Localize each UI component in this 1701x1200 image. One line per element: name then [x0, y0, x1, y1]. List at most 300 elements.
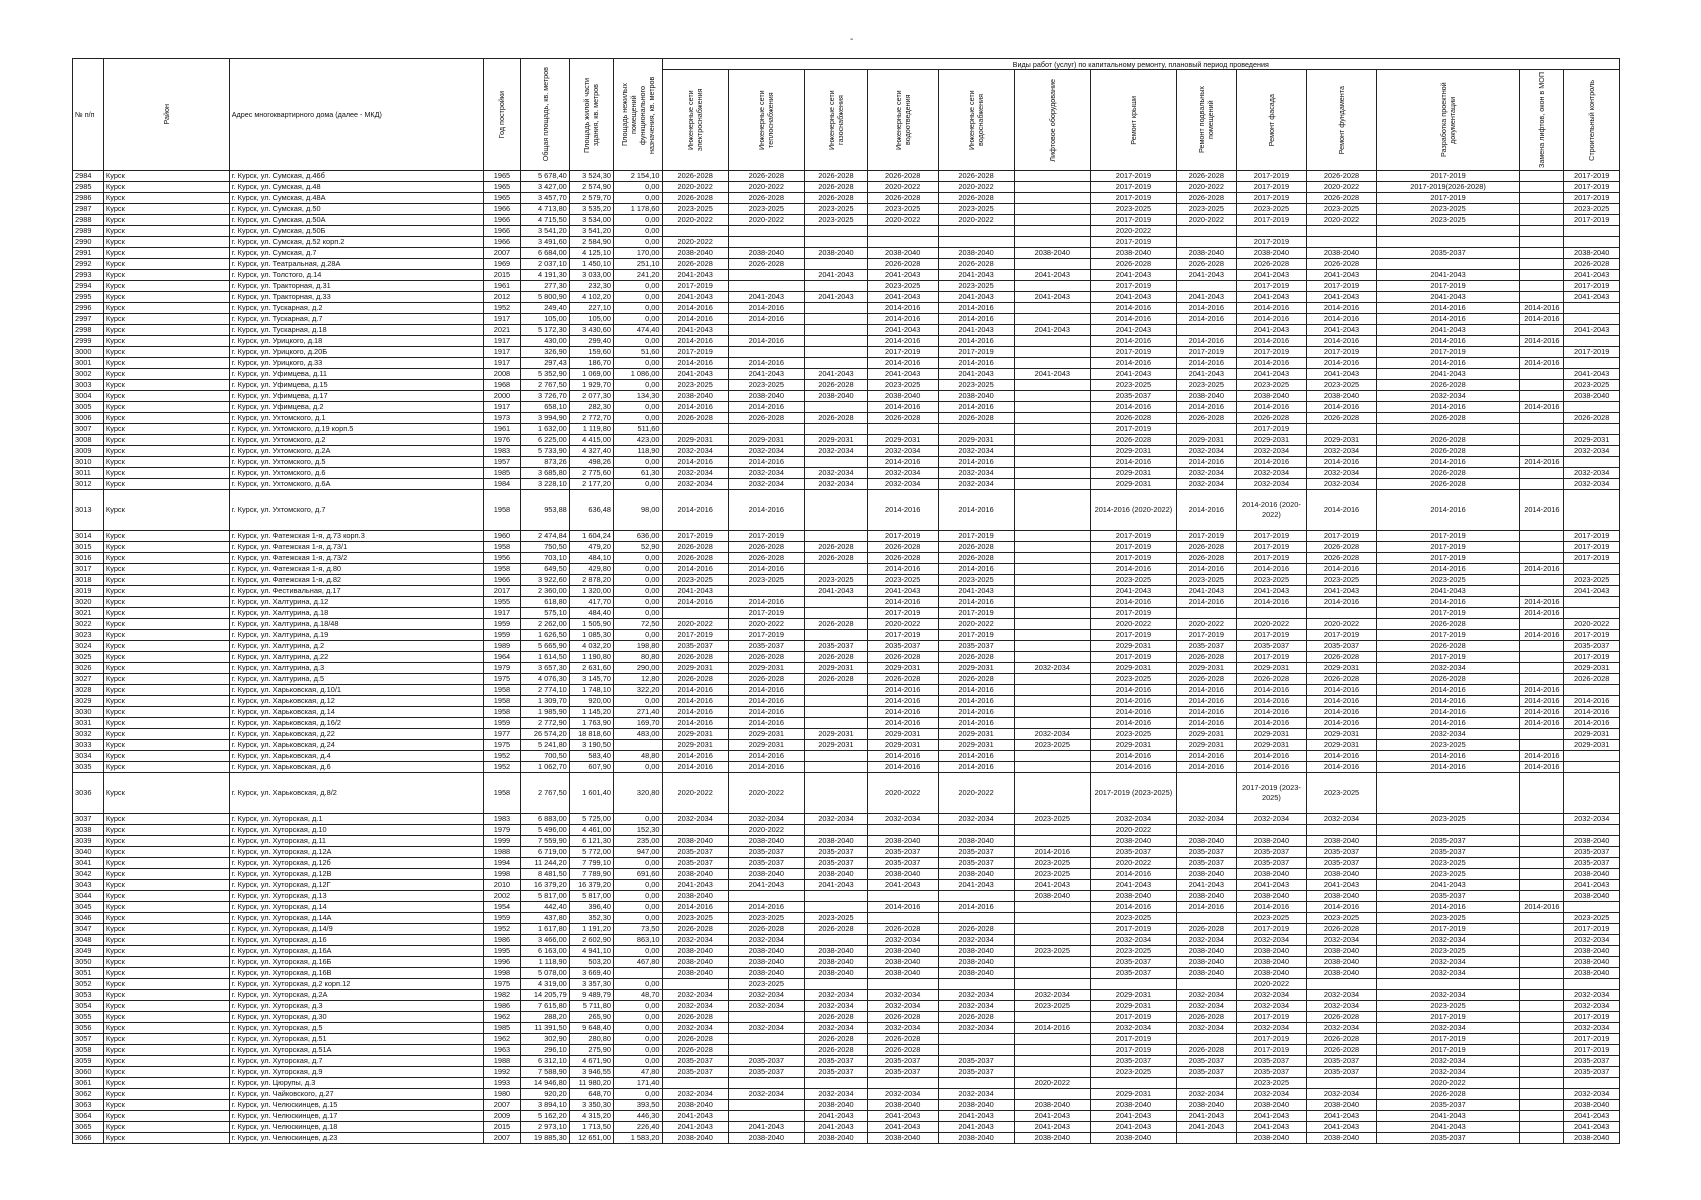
- cell-work-period: 2014-2016: [1564, 707, 1620, 718]
- table-row: [73, 1078, 1620, 1089]
- cell-work-period: 2020-2022: [662, 215, 728, 226]
- cell-area: 105,00: [569, 314, 613, 325]
- cell-work-period: [1376, 226, 1520, 237]
- table-row: [73, 740, 1620, 751]
- cell-work-period: 2026-2028: [938, 652, 1014, 663]
- cell-work-period: 2014-2016: [1236, 314, 1307, 325]
- cell-area: 3 145,70: [569, 674, 613, 685]
- cell-work-period: 2020-2022: [728, 773, 804, 814]
- cell-year: 1959: [483, 630, 521, 641]
- cell-year: 1985: [483, 468, 521, 479]
- cell-year: 1975: [483, 740, 521, 751]
- cell-work-period: [867, 1078, 938, 1089]
- cell-work-period: [1014, 542, 1090, 553]
- cell-work-period: 2038-2040: [662, 957, 728, 968]
- header-work-3: Инженерные сети водоотведения: [867, 70, 938, 171]
- cell-district: Курск: [103, 248, 229, 259]
- cell-work-period: [1520, 270, 1564, 281]
- table-row: [73, 707, 1620, 718]
- cell-area: 14 946,80: [521, 1078, 570, 1089]
- cell-area: 5 772,00: [569, 847, 613, 858]
- cell-work-period: 2038-2040: [662, 869, 728, 880]
- cell-num: 3042: [73, 869, 104, 880]
- cell-work-period: 2017-2019 (2023-2025): [1236, 773, 1307, 814]
- cell-work-period: 2032-2034: [728, 990, 804, 1001]
- cell-address: г. Курск, ул. Сумская, д.52 корп.2: [229, 237, 483, 248]
- cell-work-period: 2032-2034: [938, 446, 1014, 457]
- cell-work-period: 2035-2037: [1307, 641, 1377, 652]
- page-marker: -: [850, 34, 854, 45]
- cell-work-period: [804, 281, 867, 292]
- cell-work-period: 2023-2025: [1564, 380, 1620, 391]
- cell-work-period: [662, 825, 728, 836]
- cell-work-period: 2014-2016: [728, 336, 804, 347]
- cell-work-period: 2038-2040: [1564, 836, 1620, 847]
- cell-area: 4 671,90: [569, 1056, 613, 1067]
- cell-work-period: [1014, 935, 1090, 946]
- cell-num: 3051: [73, 968, 104, 979]
- table-row: [73, 1012, 1620, 1023]
- cell-work-period: 2026-2028: [1176, 652, 1236, 663]
- cell-work-period: [804, 314, 867, 325]
- cell-work-period: 2041-2043: [1376, 1111, 1520, 1122]
- cell-work-period: [804, 325, 867, 336]
- cell-area: 198,80: [613, 641, 662, 652]
- cell-work-period: 2029-2031: [938, 740, 1014, 751]
- cell-address: г. Курск, ул. Харьковская, д.6: [229, 762, 483, 773]
- cell-work-period: 2029-2031: [1176, 729, 1236, 740]
- cell-work-period: 2023-2025: [867, 575, 938, 586]
- cell-address: г. Курск, ул. Хуторская, д.14А: [229, 913, 483, 924]
- cell-address: г. Курск, ул. Халтурина, д.2: [229, 641, 483, 652]
- cell-work-period: [1520, 237, 1564, 248]
- cell-area: 393,50: [613, 1100, 662, 1111]
- cell-work-period: [1520, 773, 1564, 814]
- cell-work-period: 2032-2034: [867, 446, 938, 457]
- cell-work-period: 2014-2016: [1236, 696, 1307, 707]
- cell-area: 0,00: [613, 281, 662, 292]
- cell-year: 1988: [483, 1056, 521, 1067]
- cell-num: 3002: [73, 369, 104, 380]
- cell-work-period: 2035-2037: [804, 641, 867, 652]
- cell-year: 1958: [483, 685, 521, 696]
- cell-work-period: 2029-2031: [662, 435, 728, 446]
- cell-work-period: 2041-2043: [867, 325, 938, 336]
- cell-work-period: 2017-2019: [1376, 347, 1520, 358]
- cell-area: 5 817,00: [569, 891, 613, 902]
- cell-year: 1955: [483, 597, 521, 608]
- cell-num: 3031: [73, 718, 104, 729]
- cell-area: 0,00: [613, 380, 662, 391]
- cell-work-period: 2029-2031: [1236, 663, 1307, 674]
- cell-work-period: 2038-2040: [1236, 968, 1307, 979]
- cell-area: 947,00: [613, 847, 662, 858]
- cell-area: 6 684,00: [521, 248, 570, 259]
- cell-work-period: 2023-2025: [1014, 869, 1090, 880]
- cell-year: 1954: [483, 902, 521, 913]
- cell-area: 7 615,80: [521, 1001, 570, 1012]
- cell-work-period: [1236, 825, 1307, 836]
- cell-work-period: [1014, 490, 1090, 531]
- cell-work-period: 2023-2025: [867, 380, 938, 391]
- cell-work-period: [1014, 171, 1090, 182]
- cell-work-period: 2032-2034: [728, 1001, 804, 1012]
- cell-area: 2 767,50: [521, 380, 570, 391]
- cell-work-period: 2026-2028: [804, 619, 867, 630]
- cell-address: г. Курск, ул. Харьковская, д.14: [229, 707, 483, 718]
- cell-work-period: 2029-2031: [1236, 435, 1307, 446]
- cell-area: 442,40: [521, 902, 570, 913]
- cell-work-period: 2017-2019: [1564, 553, 1620, 564]
- cell-work-period: 2041-2043: [1090, 1111, 1176, 1122]
- cell-work-period: 2029-2031: [1307, 663, 1377, 674]
- cell-work-period: 2026-2028: [867, 924, 938, 935]
- cell-work-period: 2032-2034: [662, 468, 728, 479]
- cell-address: г. Курск, ул. Уфимцева, д.11: [229, 369, 483, 380]
- cell-work-period: 2029-2031: [728, 435, 804, 446]
- cell-work-period: [938, 825, 1014, 836]
- cell-work-period: 2038-2040: [1176, 836, 1236, 847]
- cell-work-period: 2032-2034: [1564, 990, 1620, 1001]
- cell-address: г. Курск, ул. Сумская, д.48: [229, 182, 483, 193]
- cell-address: г. Курск, ул. Фатежская 1-я, д.80: [229, 564, 483, 575]
- cell-work-period: 2038-2040: [938, 869, 1014, 880]
- table-row: [73, 924, 1620, 935]
- cell-work-period: 2014-2016: [1236, 303, 1307, 314]
- cell-area: 2 774,10: [521, 685, 570, 696]
- cell-work-period: 2029-2031: [728, 740, 804, 751]
- table-row: [73, 479, 1620, 490]
- cell-work-period: [1307, 424, 1377, 435]
- cell-num: 3020: [73, 597, 104, 608]
- cell-area: 583,40: [569, 751, 613, 762]
- cell-work-period: 2017-2019: [1376, 542, 1520, 553]
- cell-work-period: 2038-2040: [728, 946, 804, 957]
- cell-district: Курск: [103, 773, 229, 814]
- cell-area: 4 941,10: [569, 946, 613, 957]
- cell-work-period: 2035-2037: [1376, 1100, 1520, 1111]
- cell-address: г. Курск, ул. Уфимцева, д.2: [229, 402, 483, 413]
- cell-area: 5 352,90: [521, 369, 570, 380]
- table-row: [73, 325, 1620, 336]
- cell-work-period: 2014-2016: [1236, 902, 1307, 913]
- cell-work-period: 2017-2019: [1090, 924, 1176, 935]
- cell-work-period: 2014-2016: [1564, 696, 1620, 707]
- cell-work-period: 2035-2037: [728, 1067, 804, 1078]
- table-row: [73, 847, 1620, 858]
- cell-area: 0,00: [613, 696, 662, 707]
- cell-year: 1966: [483, 215, 521, 226]
- cell-work-period: 2014-2016: [1376, 902, 1520, 913]
- cell-work-period: [1307, 608, 1377, 619]
- cell-work-period: [1014, 913, 1090, 924]
- cell-area: 2 772,70: [569, 413, 613, 424]
- cell-work-period: 2023-2025: [1014, 858, 1090, 869]
- table-row: [73, 575, 1620, 586]
- cell-work-period: 2014-2016: [662, 696, 728, 707]
- cell-work-period: 2026-2028: [867, 652, 938, 663]
- cell-work-period: 2041-2043: [1564, 1122, 1620, 1133]
- cell-work-period: 2014-2016: [1520, 457, 1564, 468]
- cell-address: г. Курск, ул. Хуторская, д.30: [229, 1012, 483, 1023]
- cell-work-period: [1520, 619, 1564, 630]
- cell-area: 3 994,90: [521, 413, 570, 424]
- cell-work-period: [1176, 281, 1236, 292]
- cell-area: 423,00: [613, 435, 662, 446]
- cell-area: 4 461,00: [569, 825, 613, 836]
- cell-district: Курск: [103, 1078, 229, 1089]
- cell-year: 1975: [483, 674, 521, 685]
- cell-work-period: [867, 979, 938, 990]
- header-work-1: Инженерные сети теплоснабжения: [728, 70, 804, 171]
- cell-work-period: 2017-2019: [1090, 608, 1176, 619]
- cell-num: 3003: [73, 380, 104, 391]
- cell-area: 1 604,24: [569, 531, 613, 542]
- cell-area: 251,10: [613, 259, 662, 270]
- cell-work-period: [1520, 880, 1564, 891]
- cell-district: Курск: [103, 979, 229, 990]
- cell-district: Курск: [103, 858, 229, 869]
- cell-area: 417,70: [569, 597, 613, 608]
- cell-area: 73,50: [613, 924, 662, 935]
- cell-area: 437,80: [521, 913, 570, 924]
- cell-year: 1984: [483, 479, 521, 490]
- cell-area: 3 350,30: [569, 1100, 613, 1111]
- cell-year: 2017: [483, 586, 521, 597]
- cell-area: 0,00: [613, 1001, 662, 1012]
- cell-work-period: 2035-2037: [867, 641, 938, 652]
- cell-work-period: 2014-2016: [1520, 751, 1564, 762]
- cell-work-period: 2023-2025: [1376, 869, 1520, 880]
- cell-work-period: 2026-2028: [1307, 1045, 1377, 1056]
- cell-area: 0,00: [613, 891, 662, 902]
- cell-work-period: 2026-2028: [1176, 924, 1236, 935]
- cell-work-period: [1520, 226, 1564, 237]
- cell-district: Курск: [103, 641, 229, 652]
- cell-work-period: 2041-2043: [1176, 586, 1236, 597]
- cell-work-period: 2026-2028: [867, 1045, 938, 1056]
- cell-year: 1952: [483, 751, 521, 762]
- cell-work-period: 2032-2034: [1564, 814, 1620, 825]
- cell-work-period: 2014-2016: [662, 685, 728, 696]
- cell-area: 1 118,90: [521, 957, 570, 968]
- cell-work-period: [867, 891, 938, 902]
- cell-work-period: 2020-2022: [867, 182, 938, 193]
- cell-work-period: [1520, 663, 1564, 674]
- cell-work-period: 2020-2022: [662, 619, 728, 630]
- cell-work-period: 2014-2016 (2020-2022): [1090, 490, 1176, 531]
- cell-work-period: 2032-2034: [728, 935, 804, 946]
- cell-work-period: 2014-2016: [1307, 685, 1377, 696]
- cell-work-period: 2029-2031: [867, 435, 938, 446]
- cell-area: 0,00: [613, 946, 662, 957]
- cell-district: Курск: [103, 314, 229, 325]
- cell-work-period: 2020-2022: [1176, 182, 1236, 193]
- cell-work-period: 2035-2037: [804, 858, 867, 869]
- cell-work-period: 2017-2019: [1236, 652, 1307, 663]
- cell-num: 3046: [73, 913, 104, 924]
- cell-work-period: 2032-2034: [1376, 935, 1520, 946]
- cell-area: 5 733,90: [521, 446, 570, 457]
- cell-area: 61,30: [613, 468, 662, 479]
- cell-area: 0,00: [613, 814, 662, 825]
- cell-work-period: 2032-2034: [1236, 990, 1307, 1001]
- cell-work-period: [1176, 424, 1236, 435]
- cell-work-period: 2014-2016: [938, 402, 1014, 413]
- cell-work-period: [1014, 608, 1090, 619]
- cell-work-period: 2014-2016: [1176, 762, 1236, 773]
- cell-area: 0,00: [613, 597, 662, 608]
- cell-work-period: 2014-2016: [1236, 402, 1307, 413]
- cell-year: 2000: [483, 391, 521, 402]
- cell-work-period: 2038-2040: [1564, 1133, 1620, 1144]
- cell-area: 474,40: [613, 325, 662, 336]
- cell-work-period: 2038-2040: [867, 391, 938, 402]
- cell-num: 3055: [73, 1012, 104, 1023]
- cell-year: 1977: [483, 729, 521, 740]
- cell-year: 2007: [483, 248, 521, 259]
- cell-area: 0,00: [613, 1056, 662, 1067]
- cell-work-period: 2014-2016: [1236, 358, 1307, 369]
- cell-year: 1976: [483, 435, 521, 446]
- cell-work-period: 2032-2034: [867, 479, 938, 490]
- cell-work-period: 2014-2016: [1307, 718, 1377, 729]
- cell-work-period: 2032-2034: [1090, 814, 1176, 825]
- cell-work-period: [1307, 237, 1377, 248]
- cell-area: 0,00: [613, 902, 662, 913]
- cell-area: 0,00: [613, 358, 662, 369]
- cell-work-period: 2017-2019: [1307, 531, 1377, 542]
- cell-work-period: 2032-2034: [1376, 1056, 1520, 1067]
- cell-district: Курск: [103, 424, 229, 435]
- cell-area: 3 357,30: [569, 979, 613, 990]
- cell-work-period: 2029-2031: [1564, 729, 1620, 740]
- cell-work-period: 2014-2016: [1307, 402, 1377, 413]
- cell-work-period: 2032-2034: [728, 814, 804, 825]
- cell-work-period: 2014-2016: [867, 762, 938, 773]
- cell-num: 3012: [73, 479, 104, 490]
- cell-work-period: 2026-2028: [804, 380, 867, 391]
- header-num: № п/п: [73, 59, 104, 171]
- cell-num: 3005: [73, 402, 104, 413]
- cell-area: 9 648,40: [569, 1023, 613, 1034]
- cell-work-period: 2038-2040: [728, 248, 804, 259]
- cell-work-period: [1090, 1078, 1176, 1089]
- cell-work-period: 2038-2040: [728, 391, 804, 402]
- cell-num: 3007: [73, 424, 104, 435]
- cell-work-period: 2038-2040: [1236, 391, 1307, 402]
- cell-work-period: 2017-2019: [1564, 281, 1620, 292]
- cell-area: 4 191,30: [521, 270, 570, 281]
- table-row: [73, 281, 1620, 292]
- cell-work-period: 2020-2022: [662, 237, 728, 248]
- cell-area: 1 320,00: [569, 586, 613, 597]
- cell-work-period: 2026-2028: [938, 193, 1014, 204]
- cell-area: 396,40: [569, 902, 613, 913]
- cell-work-period: [1014, 1067, 1090, 1078]
- cell-work-period: 2023-2025: [1376, 858, 1520, 869]
- cell-work-period: 2032-2034: [662, 814, 728, 825]
- table-row: [73, 413, 1620, 424]
- cell-work-period: 2041-2043: [938, 369, 1014, 380]
- cell-district: Курск: [103, 880, 229, 891]
- cell-address: г. Курск, ул. Фатежская 1-я, д.73/1: [229, 542, 483, 553]
- table-row: [73, 468, 1620, 479]
- cell-work-period: 2026-2028: [1307, 413, 1377, 424]
- cell-year: 1999: [483, 836, 521, 847]
- cell-num: 3041: [73, 858, 104, 869]
- cell-work-period: 2041-2043: [1307, 270, 1377, 281]
- cell-work-period: 2023-2025: [728, 913, 804, 924]
- cell-work-period: 2014-2016: [1520, 902, 1564, 913]
- cell-work-period: [867, 226, 938, 237]
- cell-work-period: 2023-2025: [1564, 575, 1620, 586]
- cell-work-period: [1376, 773, 1520, 814]
- cell-work-period: 2017-2019: [1236, 1045, 1307, 1056]
- cell-work-period: 2029-2031: [1564, 663, 1620, 674]
- cell-work-period: 2038-2040: [804, 946, 867, 957]
- cell-district: Курск: [103, 762, 229, 773]
- cell-work-period: [1176, 773, 1236, 814]
- cell-area: 4 315,20: [569, 1111, 613, 1122]
- cell-area: 265,90: [569, 1012, 613, 1023]
- header-works-group: Виды работ (услуг) по капитальному ремонту, плановый период проведения: [662, 59, 1619, 70]
- cell-work-period: 2014-2016: [867, 718, 938, 729]
- cell-area: 446,30: [613, 1111, 662, 1122]
- cell-area: 0,00: [613, 479, 662, 490]
- cell-work-period: 2014-2016: [938, 762, 1014, 773]
- cell-work-period: 2017-2019: [1564, 193, 1620, 204]
- cell-work-period: 2038-2040: [938, 968, 1014, 979]
- cell-work-period: 2038-2040: [1564, 968, 1620, 979]
- cell-area: 3 535,20: [569, 204, 613, 215]
- cell-district: Курск: [103, 1122, 229, 1133]
- cell-work-period: 2035-2037: [867, 1056, 938, 1067]
- cell-district: Курск: [103, 990, 229, 1001]
- table-row: [73, 259, 1620, 270]
- cell-work-period: [1014, 424, 1090, 435]
- cell-work-period: [1176, 1133, 1236, 1144]
- cell-district: Курск: [103, 891, 229, 902]
- cell-work-period: 2032-2034: [1307, 1023, 1377, 1034]
- cell-work-period: 2014-2016: [1090, 597, 1176, 608]
- cell-work-period: 2017-2019: [1090, 347, 1176, 358]
- cell-work-period: 2026-2028: [1176, 413, 1236, 424]
- cell-work-period: 2026-2028: [728, 924, 804, 935]
- cell-work-period: 2026-2028: [1090, 259, 1176, 270]
- cell-area: 5 078,00: [521, 968, 570, 979]
- cell-work-period: 2017-2019: [1236, 542, 1307, 553]
- cell-area: 1 450,10: [569, 259, 613, 270]
- cell-work-period: [1014, 531, 1090, 542]
- cell-num: 3006: [73, 413, 104, 424]
- cell-work-period: [1564, 685, 1620, 696]
- cell-work-period: 2038-2040: [1176, 869, 1236, 880]
- table-row: [73, 380, 1620, 391]
- cell-work-period: [1176, 913, 1236, 924]
- cell-district: Курск: [103, 413, 229, 424]
- cell-work-period: 2032-2034: [1376, 1023, 1520, 1034]
- cell-work-period: 2017-2019: [1176, 531, 1236, 542]
- cell-work-period: 2038-2040: [728, 869, 804, 880]
- table-row: [73, 814, 1620, 825]
- cell-work-period: 2041-2043: [1090, 292, 1176, 303]
- cell-work-period: 2038-2040: [867, 968, 938, 979]
- cell-work-period: 2041-2043: [1564, 270, 1620, 281]
- cell-district: Курск: [103, 391, 229, 402]
- cell-work-period: [1520, 1056, 1564, 1067]
- cell-area: 2 631,60: [569, 663, 613, 674]
